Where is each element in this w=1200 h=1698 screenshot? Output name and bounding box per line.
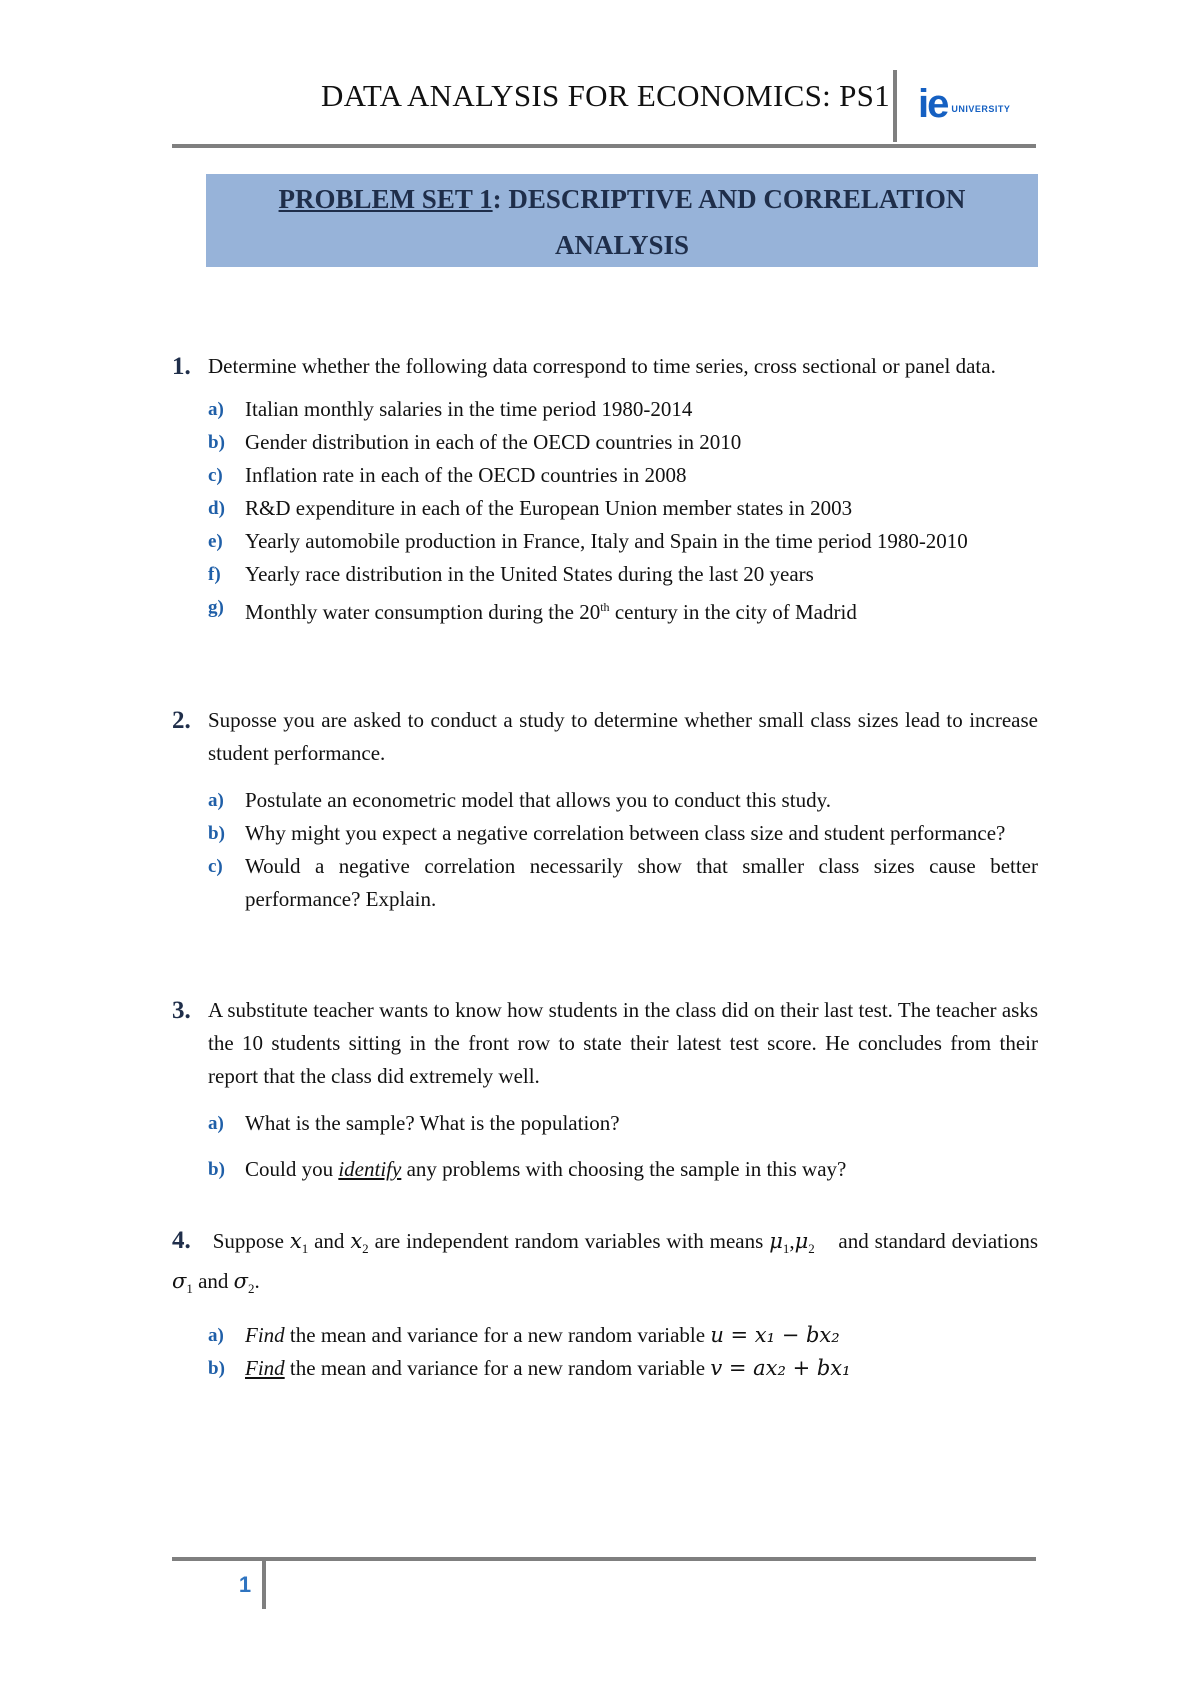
sub-question <box>208 784 1038 817</box>
question-number: 3. <box>172 997 191 1024</box>
banner-text <box>206 174 1038 268</box>
question-text: A substitute teacher wants to know how students in the class did on their last test. The teacher asks the 10 students sitting in the front row to state their latest test score. He concludes from their report that the class did extremely well. <box>208 998 1038 1088</box>
footer-divider <box>262 1557 266 1609</box>
text: and <box>192 1269 234 1294</box>
item-text: Would a negative correlation necessarily show that smaller class sizes cause better performance? Explain. <box>245 854 1038 911</box>
header-rule <box>172 144 1036 148</box>
item-label: c) <box>208 465 223 486</box>
sub-question <box>208 492 1038 525</box>
item-text: Could you <box>245 1157 339 1181</box>
question-number: 1. <box>172 353 191 380</box>
math-var: μ <box>794 1229 809 1253</box>
sub-question <box>208 817 1038 850</box>
math-var: σ <box>172 1269 187 1294</box>
math-sub: 2 <box>362 1241 369 1257</box>
math-var: μ <box>769 1229 783 1253</box>
math-var: x <box>350 1229 363 1253</box>
item-label: f) <box>208 564 221 585</box>
question-text: Determine whether the following data correspond to time series, cross sectional or panel data. <box>208 354 996 378</box>
text: Suppose <box>212 1229 290 1253</box>
footer-rule <box>172 1557 1036 1561</box>
emphasis: Find <box>245 1323 285 1348</box>
item-label: g) <box>208 597 224 618</box>
item-label: e) <box>208 531 223 552</box>
sub-question <box>208 426 1038 459</box>
sub-question-list <box>208 784 1038 916</box>
item-text: Inflation rate in each of the OECD countries in 2008 <box>245 463 687 487</box>
ie-university-logo <box>918 84 1010 124</box>
question-3 <box>172 994 1038 1186</box>
text: . <box>254 1269 260 1294</box>
banner-prefix: PROBLEM SET 1 <box>278 184 493 214</box>
emphasis: identify <box>338 1157 402 1181</box>
formula: u = x₁ − bx₂ <box>710 1323 840 1348</box>
question-1 <box>172 350 1038 629</box>
sub-question <box>208 1319 1038 1352</box>
sub-question-list <box>208 1319 1038 1385</box>
title-banner <box>206 174 1038 267</box>
sub-question <box>208 850 1038 916</box>
sub-question-list <box>208 393 1038 629</box>
sub-question <box>208 393 1038 426</box>
item-text: Monthly water consumption during the 20 <box>245 600 601 624</box>
math-var: σ <box>233 1269 249 1294</box>
sub-question <box>208 1352 1038 1385</box>
text: are independent random variables with means <box>368 1229 770 1253</box>
text: and <box>308 1229 351 1253</box>
math-sub: 1 <box>186 1281 193 1297</box>
banner-rest: : DESCRIPTIVE AND CORRELATION <box>492 184 966 214</box>
page-number: 1 <box>238 1572 252 1597</box>
item-text: Italian monthly salaries in the time period 1980-2014 <box>245 397 693 421</box>
math-sub: 1 <box>301 1241 309 1257</box>
sub-question <box>208 525 1038 558</box>
item-label: b) <box>208 1358 225 1380</box>
math-sub: 2 <box>808 1241 815 1257</box>
item-text: Yearly race distribution in the United States during the last 20 years <box>245 562 814 586</box>
item-text: the mean and variance for a new random variable <box>284 1356 711 1381</box>
item-label: b) <box>208 823 225 844</box>
item-label: a) <box>208 1325 224 1347</box>
item-text-end: any problems with choosing the sample in this way? <box>401 1157 847 1181</box>
sub-question <box>208 591 1038 629</box>
item-text: the mean and variance for a new random variable <box>284 1323 711 1348</box>
text: and standard deviations <box>832 1229 1038 1253</box>
logo-mark: ie <box>918 82 948 126</box>
item-label: c) <box>208 856 223 877</box>
banner-line2: ANALYSIS <box>554 230 690 260</box>
item-text: R&D expenditure in each of the European Union member states in 2003 <box>245 496 853 520</box>
sub-question <box>208 459 1038 492</box>
item-text-end: century in the city of Madrid <box>609 600 857 624</box>
item-label: b) <box>208 432 225 453</box>
question-text <box>172 1224 1038 1305</box>
math-var: x <box>289 1229 302 1253</box>
header-title: DATA ANALYSIS FOR ECONOMICS: PS1 <box>320 78 890 113</box>
question-number: 4. <box>172 1227 191 1254</box>
sub-question <box>208 558 1038 591</box>
text: , <box>789 1229 795 1253</box>
question-2 <box>172 704 1038 916</box>
item-label: a) <box>208 1113 224 1134</box>
item-label: d) <box>208 498 225 519</box>
question-4 <box>172 1224 1038 1385</box>
problem-list <box>172 350 1038 1385</box>
emphasis: Find <box>245 1356 285 1381</box>
sub-question <box>208 1153 1038 1186</box>
item-label: a) <box>208 790 224 811</box>
item-text: Why might you expect a negative correlation between class size and student performance? <box>245 821 1006 845</box>
item-text: Yearly automobile production in France, Italy and Spain in the time period 1980-2010 <box>245 529 968 553</box>
math-sub: 1 <box>782 1241 790 1257</box>
item-text: What is the sample? What is the population? <box>245 1111 620 1135</box>
sub-question-list <box>208 1107 1038 1186</box>
item-label: a) <box>208 399 224 420</box>
formula: v = ax₂ + bx₁ <box>710 1356 851 1381</box>
header-divider <box>893 70 897 142</box>
question-text: Suposse you are asked to conduct a study to determine whether small class sizes lead to increase student performance. <box>208 708 1038 765</box>
sub-question <box>208 1107 1038 1140</box>
math-sub: 2 <box>248 1281 255 1297</box>
ordinal-suffix: th <box>600 600 610 614</box>
question-number: 2. <box>172 707 191 734</box>
item-text: Postulate an econometric model that allows you to conduct this study. <box>245 788 831 812</box>
item-text: Gender distribution in each of the OECD countries in 2010 <box>245 430 742 454</box>
item-label: b) <box>208 1159 225 1180</box>
logo-word: UNIVERSITY <box>951 104 1011 114</box>
